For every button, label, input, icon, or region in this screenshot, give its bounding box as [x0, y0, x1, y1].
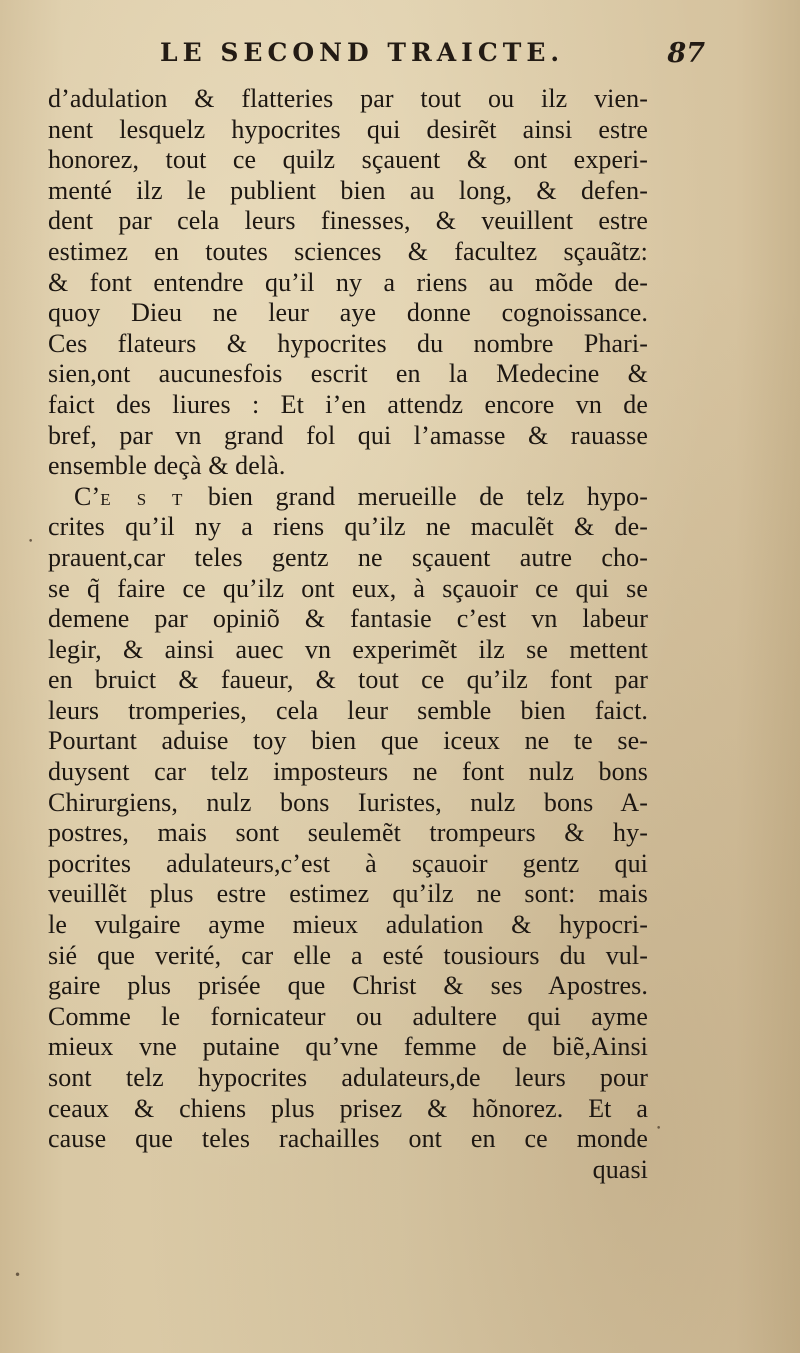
text-line: menté ilz le publient bien au long, & defen-	[48, 175, 648, 205]
page-header	[50, 38, 750, 82]
text-line: leurs tromperies, cela leur semble bien faict.	[48, 695, 648, 725]
page-number: 87	[667, 38, 705, 69]
text-line: Pourtant aduise toy bien que iceux ne te se-	[48, 726, 648, 756]
text-line: dent par cela leurs finesses, & veuillent estre	[48, 206, 648, 236]
ink-speck-icon: •	[14, 1268, 22, 1282]
text-line: & font entendre qu’il ny a riens au mõde de-	[48, 267, 648, 297]
text-line: se q̃ faire ce qu’ilz ont eux, à sçauoir ce qui se	[48, 573, 648, 603]
text-line: duysent car telz imposteurs ne font nulz bons	[48, 757, 648, 787]
paragraph-initial: C’	[74, 481, 101, 511]
text-line: legir, & ainsi auec vn experimẽt ilz se mettent	[48, 634, 648, 664]
paragraph-start-line	[48, 482, 648, 513]
running-title: LE SECOND TRAICTE.	[160, 38, 565, 67]
body-text	[48, 84, 648, 1185]
text-line: mieux vne putaine qu’vne femme de biẽ,Ainsi	[48, 1032, 648, 1062]
text-line: en bruict & faueur, & tout ce qu’ilz font par	[48, 665, 648, 695]
text-line: ensemble deçà & delà.	[48, 451, 286, 481]
text-line: ceaux & chiens plus prisez & hõnorez. Et a	[48, 1093, 648, 1123]
text-line: faict des liures : Et i’en attendz encore vn de	[48, 389, 648, 419]
text-line: prauent,car teles gentz ne sçauent autre cho-	[48, 542, 648, 572]
text-line: estimez en toutes sciences & facultez sçauãtz:	[48, 236, 648, 266]
text-line: quoy Dieu ne leur aye donne cognoissance.	[48, 298, 648, 328]
text-line: nent lesquelz hypocrites qui desirẽt ainsi estre	[48, 114, 648, 144]
text-line: postres, mais sont seulemẽt trompeurs & hy-	[48, 818, 648, 848]
text-line: sié que verité, car elle a esté tousiours du vul-	[48, 940, 648, 970]
text-line: honorez, tout ce quilz sçauent & ont experi-	[48, 145, 648, 175]
text-line: sien,ont aucunesfois escrit en la Medecine &	[48, 359, 648, 389]
text-line: bref, par vn grand fol qui l’amasse & rauasse	[48, 420, 648, 450]
text-line: veuillẽt plus estre estimez qu’ilz ne sont: mais	[48, 879, 648, 909]
text-line: Chirurgiens, nulz bons Iuristes, nulz bons A-	[48, 787, 648, 817]
paragraph-start-text: bien grand merueille de telz hypo-	[185, 481, 648, 511]
ink-speck-icon: •	[28, 537, 34, 547]
ink-speck-icon: •	[656, 1124, 662, 1134]
paragraph-smallcaps: E S T	[100, 489, 186, 509]
text-line: sont telz hypocrites adulateurs,de leurs pour	[48, 1063, 648, 1092]
text-line: Comme le fornicateur ou adultere qui ayme	[48, 1001, 648, 1031]
text-line: demene par opiniõ & fantasie c’est vn labeur	[48, 604, 648, 634]
text-line: cause que teles rachailles ont en ce monde	[48, 1124, 648, 1154]
text-line: gaire plus prisée que Christ & ses Apostres.	[48, 971, 648, 1001]
catchword: quasi	[592, 1154, 648, 1184]
text-line: Ces flateurs & hypocrites du nombre Phari-	[48, 328, 648, 358]
text-line: crites qu’il ny a riens qu’ilz ne maculẽt & de-	[48, 512, 648, 542]
text-line: le vulgaire ayme mieux adulation & hypocri-	[48, 910, 648, 940]
text-line: pocrites adulateurs,c’est à sçauoir gentz qui	[48, 848, 648, 878]
text-line: d’adulation & flatteries par tout ou ilz vien-	[48, 84, 648, 113]
